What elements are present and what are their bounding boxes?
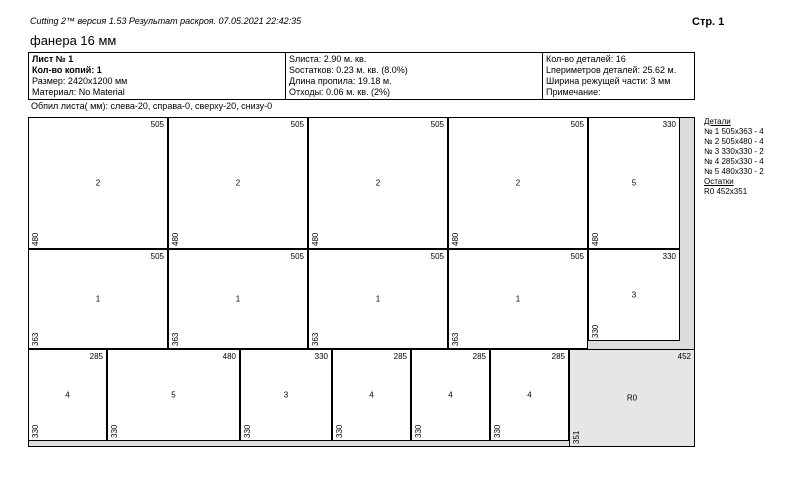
part-id: 1 <box>95 294 101 304</box>
sheet-info-col2 <box>286 53 543 100</box>
sheet-info-col3 <box>543 53 695 100</box>
part-width: 505 <box>150 120 164 129</box>
report-meta: Cutting 2™ версия 1.53 Результат раскроя. 07.05.2021 22:42:35 <box>30 16 302 26</box>
sheet-size: Размер: 2420x1200 мм <box>32 76 128 86</box>
detail-item-3: № 3 330x330 - 2 <box>704 147 764 156</box>
part-id: 4 <box>527 390 532 400</box>
part-width: 505 <box>150 252 164 261</box>
part-id: 1 <box>235 294 241 304</box>
page-number: Стр. 1 <box>692 16 725 28</box>
remnant-item-1: R0 452x351 <box>704 187 748 196</box>
part-height: 363 <box>311 332 320 346</box>
parts-count: Кол-во деталей: 16 <box>546 54 626 64</box>
part-id: 2 <box>235 178 241 188</box>
sheet-info-table <box>28 52 695 100</box>
part-height: 363 <box>451 332 460 346</box>
part-id: 5 <box>171 390 176 400</box>
part-width: 285 <box>89 352 103 361</box>
kerf-width: Ширина режущей части: 3 мм <box>546 76 671 86</box>
part-id: 3 <box>631 290 637 300</box>
part-row3-1 <box>28 349 107 441</box>
part-width: 330 <box>314 352 328 361</box>
sheet-bottom-edge <box>28 446 695 447</box>
cut-length: Длина пропила: 19.18 м. <box>289 76 392 86</box>
part-row1-4 <box>448 117 588 249</box>
part-width: 285 <box>472 352 486 361</box>
remnant-width: 452 <box>677 352 691 361</box>
part-height: 363 <box>31 332 40 346</box>
part-id: 4 <box>65 390 70 400</box>
copies-count: Кол-во копий: 1 <box>32 65 102 75</box>
part-width: 505 <box>570 252 584 261</box>
part-height: 363 <box>171 332 180 346</box>
trim-info: Обпил листа( мм): слева-20, справа-0, сверху-20, снизу-0 <box>31 101 273 111</box>
part-id: 4 <box>369 390 374 400</box>
part-width: 505 <box>430 252 444 261</box>
part-height: 330 <box>31 424 40 438</box>
part-width: 505 <box>570 120 584 129</box>
remnant-id: R0 <box>626 393 638 403</box>
part-height: 330 <box>493 424 502 438</box>
part-id: 3 <box>283 390 289 400</box>
part-width: 330 <box>662 252 676 261</box>
part-height: 480 <box>31 232 40 246</box>
part-row2-3 <box>308 249 448 349</box>
part-height: 330 <box>335 424 344 438</box>
part-row1-5 <box>588 117 680 249</box>
part-height: 480 <box>171 232 180 246</box>
part-id: 4 <box>448 390 453 400</box>
part-row2-2 <box>168 249 308 349</box>
part-row3-6 <box>490 349 569 441</box>
part-row2-1 <box>28 249 168 349</box>
part-id: 1 <box>515 294 521 304</box>
part-width: 330 <box>662 120 676 129</box>
part-id: 2 <box>95 178 101 188</box>
part-height: 330 <box>243 424 252 438</box>
part-row3-5 <box>411 349 490 441</box>
part-width: 285 <box>393 352 407 361</box>
part-row1-2 <box>168 117 308 249</box>
detail-item-5: № 5 480x330 - 2 <box>704 167 764 176</box>
part-height: 480 <box>591 232 600 246</box>
perimeter-length: Lпериметров деталей: 25.62 м. <box>546 65 677 75</box>
detail-item-1: № 1 505x363 - 4 <box>704 127 764 136</box>
sheet-info-col1 <box>29 53 286 100</box>
part-row3-3 <box>240 349 332 441</box>
part-row2-5 <box>588 249 680 341</box>
part-row1-1 <box>28 117 168 249</box>
part-id: 5 <box>631 178 637 188</box>
part-height: 480 <box>311 232 320 246</box>
part-width: 285 <box>551 352 565 361</box>
remnants-title: Остатки <box>704 177 734 186</box>
part-row1-3 <box>308 117 448 249</box>
part-width: 505 <box>430 120 444 129</box>
legend <box>704 117 764 197</box>
sheet-area: Sлиста: 2.90 м. кв. <box>289 54 367 64</box>
note-label: Примечание: <box>546 87 601 97</box>
material-title: фанера 16 мм <box>30 33 117 48</box>
sheet-number: Лист № 1 <box>32 54 74 64</box>
part-row2-4 <box>448 249 588 349</box>
remnant-r0 <box>569 349 695 447</box>
part-id: 1 <box>375 294 381 304</box>
part-id: 2 <box>375 178 381 188</box>
part-height: 480 <box>451 232 460 246</box>
detail-item-4: № 4 285x330 - 4 <box>704 157 764 166</box>
part-width: 505 <box>290 120 304 129</box>
part-height: 330 <box>414 424 423 438</box>
part-row3-4 <box>332 349 411 441</box>
remnant-height: 351 <box>572 430 581 444</box>
detail-item-2: № 2 505x480 - 4 <box>704 137 764 146</box>
sheet-material: Материал: No Material <box>32 87 125 97</box>
part-height: 330 <box>591 324 600 338</box>
part-height: 330 <box>110 424 119 438</box>
details-title: Детали <box>704 117 731 126</box>
part-width: 505 <box>290 252 304 261</box>
remnants-area: Sостатков: 0.23 м. кв. (8.0%) <box>289 65 408 75</box>
part-row3-2 <box>107 349 240 441</box>
part-id: 2 <box>515 178 521 188</box>
waste-area: Отходы: 0.06 м. кв. (2%) <box>289 87 390 97</box>
part-width: 480 <box>222 352 236 361</box>
